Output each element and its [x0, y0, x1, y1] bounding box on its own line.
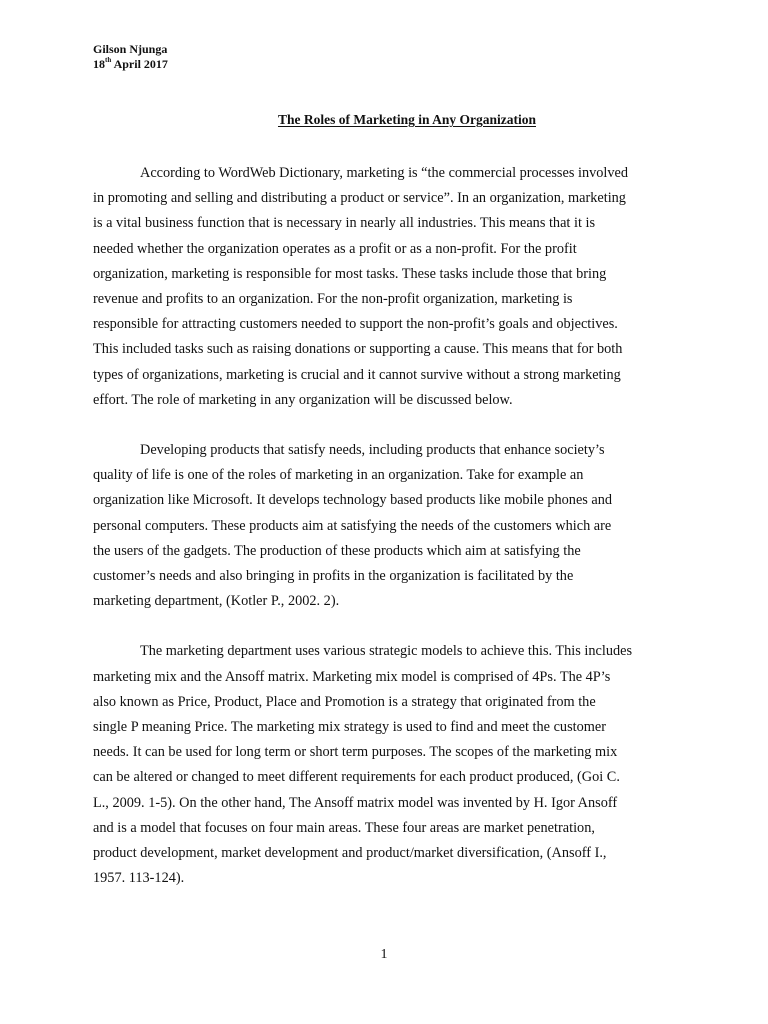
page-number: 1	[380, 947, 388, 962]
date-day: 18	[93, 57, 105, 71]
paragraph-line: and is a model that focuses on four main areas. These four areas are market penetration,	[93, 819, 595, 836]
paragraph-line: This included tasks such as raising donations or supporting a cause. This means that for both	[93, 341, 623, 358]
paragraph-2	[93, 438, 673, 614]
paragraph-line: effort. The role of marketing in any organization will be discussed below.	[93, 391, 513, 408]
paragraph-line: needed whether the organization operates as a profit or as a non-profit. For the profit	[93, 240, 577, 257]
paragraph-line: can be altered or changed to meet different requirements for each product produced, (Goi C.	[93, 769, 620, 786]
paragraph-line: is a vital business function that is necessary in nearly all industries. This means that it is	[93, 215, 596, 232]
date-month-year: April 2017	[111, 57, 168, 71]
paragraph-line: also known as Price, Product, Place and Promotion is a strategy that originated from the	[93, 693, 596, 710]
paragraph-line: in promoting and selling and distributing a product or service”. In an organization, marketing	[93, 190, 626, 207]
document-date	[93, 57, 168, 72]
paragraph-line: According to WordWeb Dictionary, marketing is “the commercial processes involved	[140, 165, 629, 181]
paragraph-line: marketing mix and the Ansoff matrix. Marketing mix model is comprised of 4Ps. The 4P’s	[93, 668, 611, 685]
paragraph-line: single P meaning Price. The marketing mix strategy is used to find and meet the customer	[93, 719, 606, 736]
date-suffix: th	[105, 56, 112, 64]
paragraph-line: The marketing department uses various strategic models to achieve this. This includes	[140, 643, 633, 660]
paragraph-line: the users of the gadgets. The production of these products which aim at satisfying the	[93, 542, 581, 559]
paragraph-line: marketing department, (Kotler P., 2002. 2).	[93, 593, 340, 610]
paragraph-line: needs. It can be used for long term or short term purposes. The scopes of the marketing mix	[93, 744, 618, 761]
author-name: Gilson Njunga	[93, 42, 168, 56]
paragraph-line: responsible for attracting customers needed to support the non-profit’s goals and objectives.	[93, 316, 618, 333]
paragraph-line: organization, marketing is responsible for most tasks. These tasks include those that bring	[93, 265, 607, 282]
paragraph-line: Developing products that satisfy needs, including products that enhance society’s	[140, 442, 605, 459]
paragraph-line: 1957. 113-124).	[93, 870, 185, 887]
paragraph-line: organization like Microsoft. It develops technology based products like mobile phones and	[93, 492, 613, 509]
paragraph-line: L., 2009. 1-5). On the other hand, The Ansoff matrix model was invented by H. Igor Ansoff	[93, 794, 618, 811]
paragraph-1	[93, 161, 673, 413]
paragraph-line: personal computers. These products aim at satisfying the needs of the customers which are	[93, 517, 612, 534]
document-header	[93, 42, 168, 72]
paragraph-line: product development, market development and product/market diversification, (Ansoff I.,	[93, 845, 607, 862]
paragraph-line: revenue and profits to an organization. For the non-profit organization, marketing is	[93, 291, 573, 308]
paragraph-line: quality of life is one of the roles of marketing in an organization. Take for example an	[93, 467, 584, 484]
paragraph-3	[93, 639, 673, 891]
document-body	[93, 161, 673, 916]
paragraph-line: customer’s needs and also bringing in profits in the organization is facilitated by the	[93, 568, 574, 585]
paragraph-line: types of organizations, marketing is crucial and it cannot survive without a strong marketing	[93, 366, 621, 383]
document-title: The Roles of Marketing in Any Organization	[277, 112, 536, 127]
